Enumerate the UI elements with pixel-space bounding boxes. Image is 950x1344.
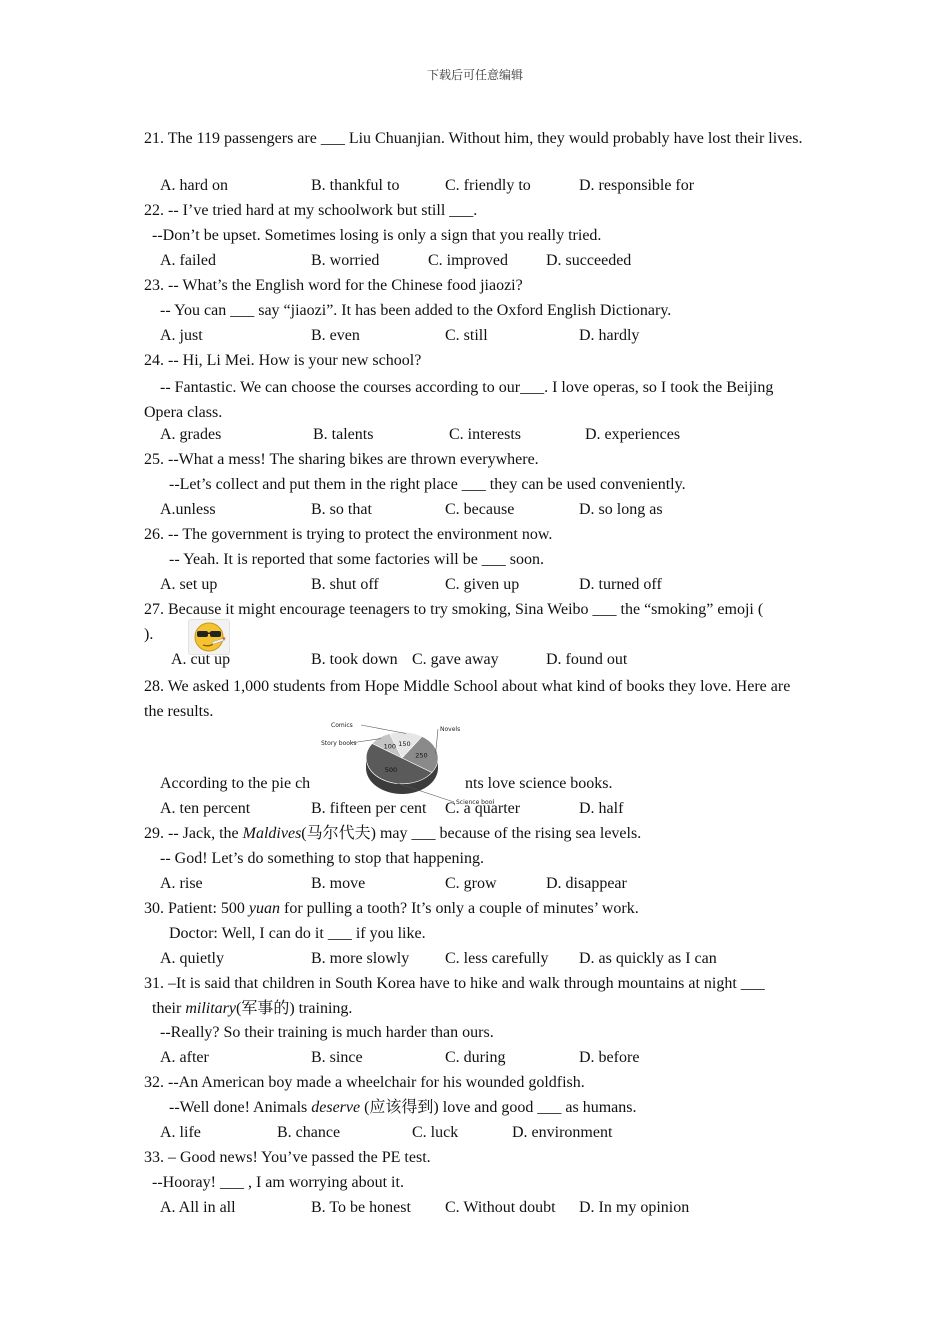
question-33-stem: 33. – Good news! You’ve passed the PE test.: [144, 1149, 431, 1166]
q30-stem-post: for pulling a tooth? It’s only a couple of minutes’ work.: [280, 900, 639, 917]
pie-category-label: Story books: [321, 740, 357, 747]
q25-option-d[interactable]: D. so long as: [579, 501, 663, 518]
q27-option-c[interactable]: C. gave away: [412, 651, 499, 668]
q31-option-c[interactable]: C. during: [445, 1049, 506, 1066]
q31-option-a[interactable]: A. after: [160, 1049, 209, 1066]
q30-option-a[interactable]: A. quietly: [160, 950, 224, 967]
question-28-question-left: According to the pie ch: [160, 775, 311, 792]
q32-reply-pre: --Well done! Animals: [169, 1099, 312, 1116]
q23-option-a[interactable]: A. just: [160, 327, 203, 344]
q31-stem2-post: (军事的) training.: [236, 1000, 353, 1017]
question-21-stem: 21. The 119 passengers are ___ Liu Chuanjian. Without him, they would probably have lost their lives.: [144, 130, 803, 147]
question-33-reply: --Hooray! ___ , I am worrying about it.: [152, 1174, 404, 1191]
q33-option-a[interactable]: A. All in all: [160, 1199, 236, 1216]
q26-option-a[interactable]: A. set up: [160, 576, 218, 593]
question-23-reply: -- You can ___ say “jiaozi”. It has been added to the Oxford English Dictionary.: [160, 302, 672, 319]
q32-option-a[interactable]: A. life: [160, 1124, 201, 1141]
q33-option-b[interactable]: B. To be honest: [311, 1199, 411, 1216]
question-32-reply: [169, 1098, 637, 1118]
q23-option-b[interactable]: B. even: [311, 327, 360, 344]
q27-option-a[interactable]: A. cut up: [171, 651, 231, 668]
pie-value-label: 100: [383, 742, 397, 751]
q32-reply-term: deserve: [311, 1099, 361, 1116]
question-26-stem: 26. -- The government is trying to protect the environment now.: [144, 526, 553, 543]
q33-option-d[interactable]: D. In my opinion: [579, 1199, 690, 1216]
question-22-reply: --Don’t be upset. Sometimes losing is only a sign that you really tried.: [152, 227, 602, 244]
question-23-stem: 23. -- What’s the English word for the Chinese food jiaozi?: [144, 277, 523, 294]
q25-option-c[interactable]: C. because: [445, 501, 515, 518]
q22-option-d[interactable]: D. succeeded: [546, 252, 632, 269]
q31-option-b[interactable]: B. since: [311, 1049, 363, 1066]
q21-option-a[interactable]: A. hard on: [160, 177, 228, 194]
pie-category-label: Science boo: [456, 799, 493, 806]
q26-option-c[interactable]: C. given up: [445, 576, 520, 593]
question-27-stem: 27. Because it might encourage teenagers to try smoking, Sina Weibo ___ the “smoking” emoji (: [144, 601, 764, 618]
q28-option-d[interactable]: D. half: [579, 800, 624, 817]
q31-option-d[interactable]: D. before: [579, 1049, 640, 1066]
q30-option-b[interactable]: B. more slowly: [311, 950, 410, 967]
question-29-stem: [144, 824, 641, 844]
q29-option-d[interactable]: D. disappear: [546, 875, 627, 892]
q26-option-d[interactable]: D. turned off: [579, 576, 662, 593]
q30-stem-term: yuan: [248, 900, 280, 917]
q29-stem-pre: 29. -- Jack, the: [144, 825, 243, 842]
question-26-reply: -- Yeah. It is reported that some factories will be ___ soon.: [169, 551, 545, 568]
question-30-reply: Doctor: Well, I can do it ___ if you like.: [169, 925, 426, 942]
q24-option-a[interactable]: A. grades: [160, 426, 222, 443]
q22-option-b[interactable]: B. worried: [311, 252, 380, 269]
q32-reply-post: (应该得到) love and good ___ as humans.: [360, 1099, 637, 1116]
q30-option-d[interactable]: D. as quickly as I can: [579, 950, 717, 967]
question-31-stem-line2: [152, 999, 352, 1019]
question-25-stem: 25. --What a mess! The sharing bikes are thrown everywhere.: [144, 451, 539, 468]
question-25-reply: --Let’s collect and put them in the right place ___ they can be used conveniently.: [169, 476, 686, 493]
question-32-stem: 32. --An American boy made a wheelchair for his wounded goldfish.: [144, 1074, 585, 1091]
q31-stem2-pre: their: [152, 1000, 186, 1017]
question-24-reply: -- Fantastic. We can choose the courses according to our___. I love operas, so I took the Beijing Opera class.: [144, 379, 774, 421]
q26-option-b[interactable]: B. shut off: [311, 576, 379, 593]
q30-option-c[interactable]: C. less carefully: [445, 950, 549, 967]
q21-option-b[interactable]: B. thankful to: [311, 177, 400, 194]
q29-stem-post: (马尔代夫) may ___ because of the rising sea levels.: [301, 825, 642, 842]
q25-option-b[interactable]: B. so that: [311, 501, 372, 518]
page-header: 下载后可任意编辑: [426, 68, 523, 82]
book-preference-pie-chart: [318, 718, 494, 810]
q32-option-d[interactable]: D. environment: [512, 1124, 613, 1141]
question-31-reply: --Really? So their training is much harder than ours.: [160, 1024, 494, 1041]
q29-option-c[interactable]: C. grow: [445, 875, 497, 892]
q23-option-c[interactable]: C. still: [445, 327, 488, 344]
q24-option-b[interactable]: B. talents: [313, 426, 374, 443]
q32-option-c[interactable]: C. luck: [412, 1124, 459, 1141]
pie-value-label: 150: [398, 739, 411, 748]
question-29-reply: -- God! Let’s do something to stop that happening.: [160, 850, 484, 867]
q27-option-d[interactable]: D. found out: [546, 651, 628, 668]
q30-stem-pre: 30. Patient: 500: [144, 900, 249, 917]
pie-category-label: Comics: [331, 722, 353, 729]
q28-option-a[interactable]: A. ten percent: [160, 800, 251, 817]
q29-stem-term: Maldives: [242, 825, 302, 842]
pie-category-label: Novels: [440, 726, 461, 733]
q25-option-a[interactable]: A.unless: [160, 501, 216, 518]
q28-option-b[interactable]: B. fifteen per cent: [311, 800, 427, 817]
question-22-stem: 22. -- I’ve tried hard at my schoolwork but still ___.: [144, 202, 478, 219]
pie-value-label: 500: [384, 765, 398, 774]
question-24-stem: 24. -- Hi, Li Mei. How is your new school?: [144, 352, 422, 369]
question-30-stem: [144, 899, 639, 919]
question-31-stem: 31. –It is said that children in South Korea have to hike and walk through mountains at night ___: [144, 975, 765, 992]
q28-option-c[interactable]: C. a quarter: [445, 800, 521, 817]
q24-option-c[interactable]: C. interests: [449, 426, 521, 443]
pie-value-label: 250: [415, 751, 428, 760]
q31-stem2-term: military: [185, 1000, 236, 1017]
q22-option-a[interactable]: A. failed: [160, 252, 216, 269]
q22-option-c[interactable]: C. improved: [428, 252, 508, 269]
q29-option-a[interactable]: A. rise: [160, 875, 203, 892]
q23-option-d[interactable]: D. hardly: [579, 327, 640, 344]
q29-option-b[interactable]: B. move: [311, 875, 366, 892]
q32-option-b[interactable]: B. chance: [277, 1124, 341, 1141]
q27-option-b[interactable]: B. took down: [311, 651, 398, 668]
q24-option-d[interactable]: D. experiences: [585, 426, 681, 443]
pie-leader-line: [361, 725, 406, 734]
q21-option-c[interactable]: C. friendly to: [445, 177, 531, 194]
question-28-question-right: nts love science books.: [465, 775, 613, 792]
q33-option-c[interactable]: C. Without doubt: [445, 1199, 556, 1216]
question-28-stem: 28. We asked 1,000 students from Hope Middle School about what kind of books they love. Here are the results.: [144, 678, 791, 720]
question-27-stem-end: ).: [144, 626, 154, 643]
pie-leader-line: [436, 729, 438, 753]
q21-option-d[interactable]: D. responsible for: [579, 177, 695, 194]
